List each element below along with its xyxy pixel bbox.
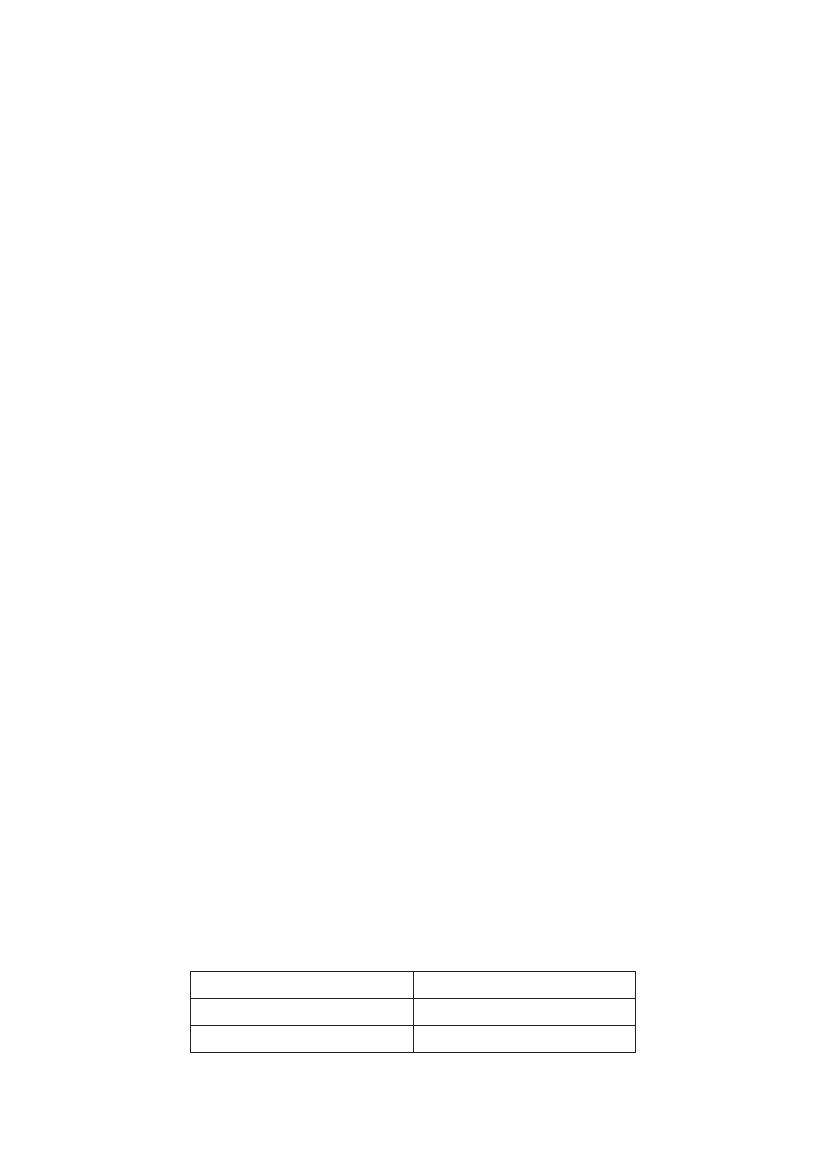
instruction-1	[70, 133, 770, 163]
sort-table	[190, 971, 636, 1053]
sports-cell[interactable]	[191, 999, 414, 1026]
table-row	[191, 999, 636, 1026]
star-border-top	[0, 30, 821, 66]
column-header-sports	[191, 972, 414, 999]
games-cell[interactable]	[413, 1026, 636, 1053]
sports-cell[interactable]	[191, 1026, 414, 1053]
star-border-bottom	[0, 1106, 821, 1142]
star-border-right	[768, 0, 804, 1169]
instruction-2	[100, 808, 760, 838]
column-header-games	[413, 972, 636, 999]
games-cell[interactable]	[413, 999, 636, 1026]
table-row	[191, 1026, 636, 1053]
star-border-left	[34, 0, 70, 1169]
